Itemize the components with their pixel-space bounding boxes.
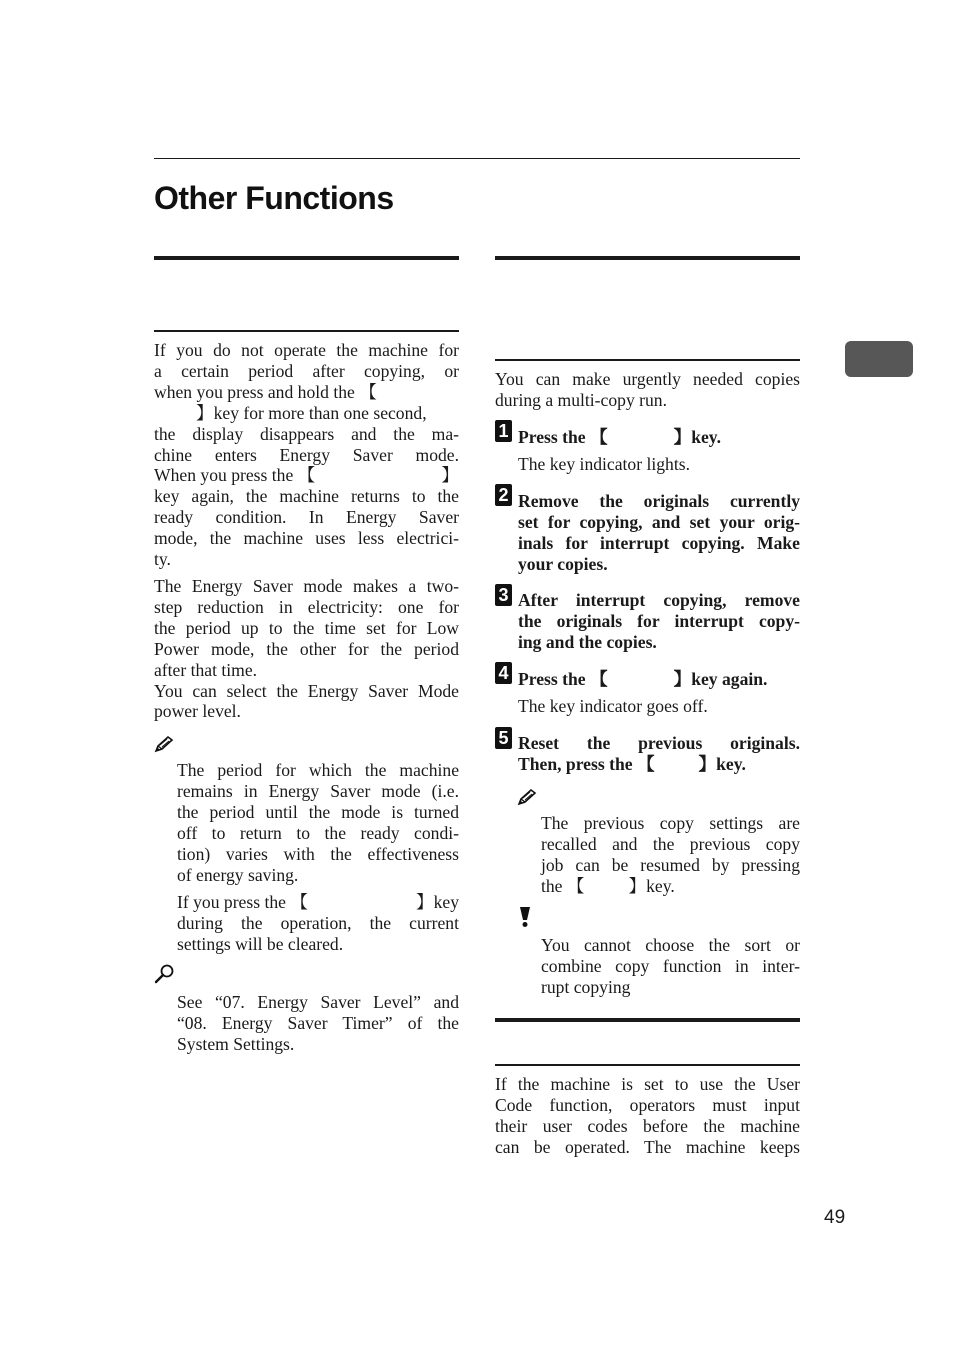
text-line: the display disappears and the ma- [154,423,459,444]
text-line: inals for interrupt copying. Make [518,532,800,553]
step-2-number: 2 [495,484,512,506]
text-line: ty. [154,549,171,570]
chapter-tab-marker [845,341,913,377]
text-line: tion) varies with the effectiveness [177,843,459,864]
text-line: System Settings. [177,1033,295,1054]
text-line: You can make urgently needed copies [495,369,800,389]
limitation-exclamation-icon [518,906,532,928]
text-line: combine copy function in inter- [541,955,800,976]
page-number: 49 [824,1207,846,1228]
text-line: their user codes before the machine [495,1115,800,1136]
left-section-rule-thick [154,256,459,260]
text-line: mode, the machine uses less electrici- [154,528,459,549]
step-4-instruction [518,669,800,690]
step-4-number: 4 [495,662,512,684]
text-line: when you press and hold the 【 [154,381,377,402]
text-line: The key indicator goes off. [518,696,708,716]
right-subsection-rule [495,359,800,361]
text-line: After interrupt copying, remove [518,590,800,610]
text-line: after that time. [154,659,258,680]
energy-saver-paragraph [154,340,459,570]
text-line: Remove the originals currently [518,491,800,511]
text-line: If you press the 【 】key [177,892,459,912]
page-title: Other Functions [154,180,394,216]
step-1-result [518,454,800,475]
text-line: during the operation, the current [177,912,459,933]
text-line: If you do not operate the machine for [154,340,459,360]
step-2-instruction [518,491,800,575]
text-line: during a multi-copy run. [495,389,667,410]
step-3-instruction [518,590,800,653]
text-line: Press the 【 】key again. [518,669,768,689]
step-1-instruction [518,427,800,448]
text-line: When you press the 【 】 [154,465,459,486]
text-line: rupt copying [541,976,631,997]
reference-magnifier-icon [154,964,176,984]
text-line: recalled and the previous copy [541,833,800,854]
step-5-number: 5 [495,727,512,749]
text-line: “08. Energy Saver Timer” of the [177,1012,459,1033]
text-line: ready condition. In Energy Saver [154,507,459,528]
text-line: of energy saving. [177,864,299,885]
text-line: job can be resumed by pressing [541,854,800,875]
text-line: You can select the Energy Saver Mode [154,680,459,701]
header-rule [154,158,800,159]
note-resume-copy [541,813,800,897]
text-line: Code function, operators must input [495,1094,800,1115]
text-line: the 【 】key. [541,875,675,896]
right-section-rule-thick [495,256,800,260]
energy-saver-two-step-paragraph [154,576,459,722]
text-line: The previous copy settings are [541,813,800,833]
note-energy-saver-period [177,760,459,885]
text-line: Power mode, the other for the period [154,638,459,659]
text-line: chine enters Energy Saver mode. [154,444,459,465]
note-clear-settings [177,892,459,955]
step-1-number: 1 [495,420,512,442]
step-4-result [518,696,800,717]
left-subsection-rule [154,330,459,332]
text-line: Press the 【 】key. [518,427,722,447]
step-5-instruction [518,733,800,775]
text-line: power level. [154,701,241,722]
right-section2-rule-thick [495,1018,800,1022]
text-line: a certain period after copying, or [154,360,459,381]
reference-system-settings [177,992,459,1055]
step-3-number: 3 [495,584,512,606]
limitation-sort-combine [541,935,800,998]
text-line: Then, press the 【 】key. [518,753,746,774]
text-line: step reduction in electricity: one for [154,596,459,617]
note-pencil-icon [517,788,537,806]
text-line: the period up to the time set for Low [154,617,459,638]
text-line: the period until the mode is turned [177,801,459,822]
text-line: The Energy Saver mode makes a two- [154,576,459,596]
text-line: The key indicator lights. [518,454,690,474]
text-line: remains in Energy Saver mode (i.e. [177,780,459,801]
text-line: ing and the copies. [518,631,657,652]
text-line: 】key for more than one second, [196,402,427,423]
text-line: off to return to the ready condi- [177,822,459,843]
text-line: If the machine is set to use the User [495,1074,800,1094]
text-line: your copies. [518,553,608,574]
text-line: set for copying, and set your orig- [518,511,800,532]
interrupt-intro [495,369,800,411]
user-code-paragraph [495,1074,800,1158]
text-line: can be operated. The machine keeps [495,1136,800,1157]
text-line: key again, the machine returns to the [154,486,459,507]
text-line: the originals for interrupt copy- [518,610,800,631]
text-line: You cannot choose the sort or [541,935,800,955]
text-line: Reset the previous originals. [518,733,800,753]
text-line: settings will be cleared. [177,933,344,954]
text-line: See “07. Energy Saver Level” and [177,992,459,1012]
note-pencil-icon [154,735,174,753]
text-line: The period for which the machine [177,760,459,780]
right-subsection2-rule [495,1064,800,1066]
